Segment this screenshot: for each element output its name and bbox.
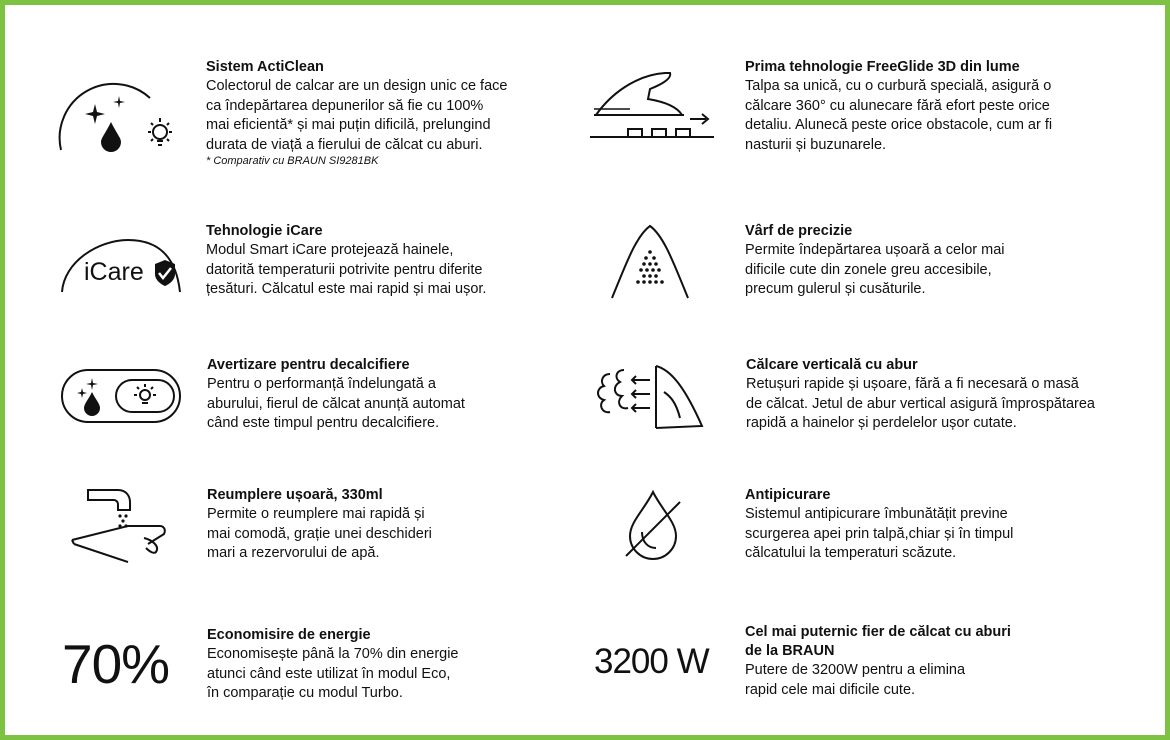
feature-description: Colectorul de calcar are un design unic ce face ca îndepărtarea depunerilor să fie cu 100% mai eficientă* și mai puțin dificilă, prelungind durata de viață a fierului de călcat cu aburi. bbox=[206, 78, 508, 153]
icare-icon bbox=[58, 232, 188, 302]
feature-power bbox=[745, 623, 1125, 700]
feature-description: Modul Smart iCare protejează hainele, datorită temperaturii potrivite pentru diferite țesături. Călcatul este mai rapid și mai ușor. bbox=[206, 242, 487, 297]
feature-title: Avertizare pentru decalcifiere bbox=[207, 357, 410, 373]
feature-description: Talpa sa unică, cu o curbură specială, asigură o călcare 360° cu alunecare fără efort peste orice detaliu. Alunecă peste orice obstacole, cum ar fi nasturii și buzunarele. bbox=[745, 78, 1053, 153]
feature-title: Prima tehnologie FreeGlide 3D din lume bbox=[745, 59, 1020, 75]
feature-description: Economisește până la 70% din energie atunci când este utilizat în modul Eco, în comparație cu modul Turbo. bbox=[207, 646, 459, 701]
feature-title: Vârf de precizie bbox=[745, 223, 853, 239]
feature-title: Călcare verticală cu abur bbox=[746, 357, 918, 373]
feature-footnote: * Comparativ cu BRAUN SI9281BK bbox=[206, 155, 379, 167]
feature-title: Sistem ActiClean bbox=[206, 59, 324, 75]
feature-refill bbox=[207, 486, 567, 564]
vertical-steam-icon bbox=[590, 362, 708, 432]
feature-description: Putere de 3200W pentru a elimina rapid cele mai dificile cute. bbox=[745, 662, 966, 698]
feature-freeglide bbox=[745, 58, 1125, 155]
anti-drip-icon bbox=[620, 488, 686, 560]
decalc-warning-icon bbox=[60, 366, 184, 428]
feature-title: Economisire de energie bbox=[207, 627, 371, 643]
feature-title: Tehnologie iCare bbox=[206, 223, 323, 239]
feature-description: Permite o reumplere mai rapidă și mai comodă, grație unei deschideri mari a rezervorului de apă. bbox=[207, 506, 432, 561]
feature-anti-drip bbox=[745, 486, 1125, 564]
feature-decalc-warning bbox=[207, 356, 567, 434]
freeglide-iron-icon bbox=[590, 65, 715, 145]
energy-saving-percent: 70% bbox=[62, 633, 170, 695]
feature-description: Retușuri rapide și ușoare, fără a fi necesară o masă de călcat. Jetul de abur vertical asigură împrospătarea rapidă a hainelor și perdelelor ușor cutate. bbox=[746, 376, 1095, 431]
feature-vertical-steam bbox=[746, 356, 1156, 434]
feature-title: Reumplere ușoară, 330ml bbox=[207, 487, 383, 503]
feature-description: Sistemul antipicurare îmbunătățit previne scurgerea apei prin talpă,chiar și în timpul călcatului la temperaturi scăzute. bbox=[745, 506, 1014, 561]
icare-label: iCare bbox=[84, 258, 144, 286]
feature-energy-saving bbox=[207, 626, 567, 704]
feature-description: Pentru o performanță îndelungată a aburului, fierul de călcat anunță automat când este timpul pentru decalcifiere. bbox=[207, 376, 465, 431]
feature-acticlean bbox=[206, 58, 566, 168]
feature-description: Permite îndepărtarea ușoară a celor mai dificile cute din zonele greu accesibile, precum gulerul și cusăturile. bbox=[745, 242, 1005, 297]
power-rating: 3200 W bbox=[594, 642, 709, 681]
feature-title: Cel mai puternic fier de călcat cu aburi de la BRAUN bbox=[745, 624, 1011, 659]
feature-icare bbox=[206, 222, 566, 300]
feature-title: Antipicurare bbox=[745, 487, 831, 503]
refill-tap-icon bbox=[70, 488, 170, 564]
precision-tip-icon bbox=[608, 222, 692, 302]
acticlean-icon bbox=[55, 78, 185, 158]
feature-precision-tip bbox=[745, 222, 1125, 300]
